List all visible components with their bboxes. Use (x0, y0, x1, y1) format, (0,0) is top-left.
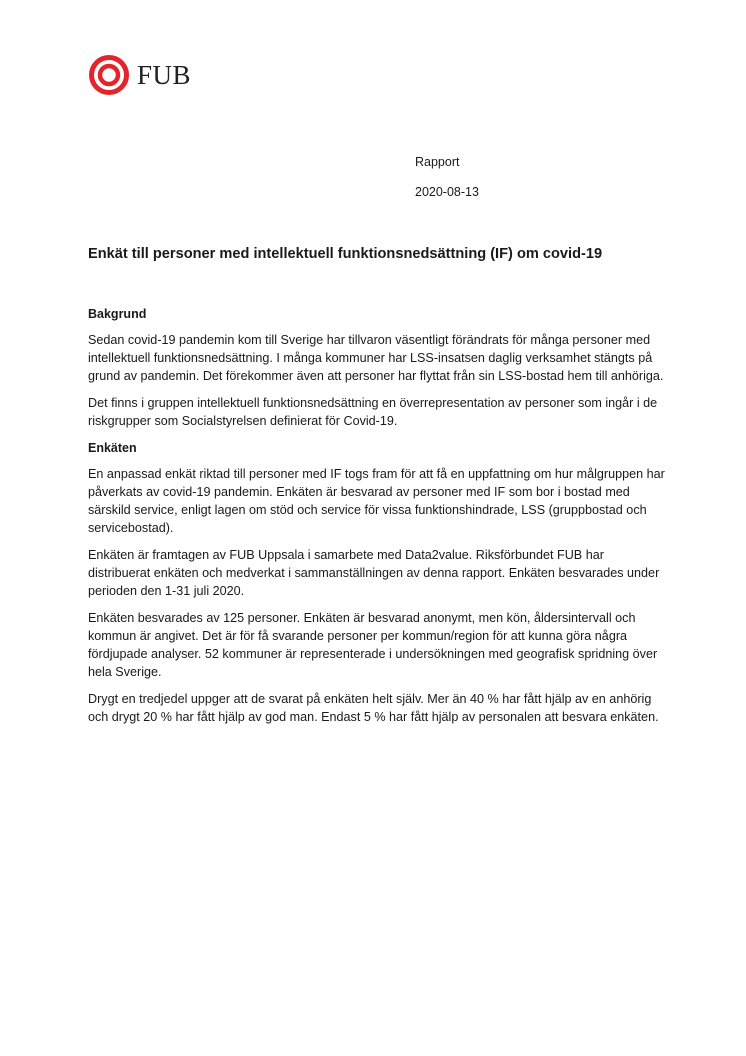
document-body (88, 305, 668, 735)
fub-ring-icon (88, 54, 130, 96)
document-title: Enkät till personer med intellektuell funktionsnedsättning (IF) om covid-19 (88, 246, 603, 262)
document-date: 2020-08-13 (415, 185, 479, 199)
background-paragraph: Det finns i gruppen intellektuell funktionsnedsättning en överrepresentation av personer som ingår i de riskgrupper som Socialstyrelsen definierat för Covid-19. (88, 396, 658, 428)
survey-paragraph: Enkäten besvarades av 125 personer. Enkäten är besvarad anonymt, men kön, åldersintervall och kommun är angivet. Det är för få svarande personer per kommun/region för att kunna göra några fördjupade analyser. 52 kommuner är representerade i undersökningen med geografisk spridning över hela Sverige. (88, 611, 658, 679)
document-type: Rapport (415, 155, 460, 169)
fub-logo (88, 53, 191, 97)
section-heading-survey: Enkäten (88, 441, 137, 455)
survey-paragraph: Drygt en tredjedel uppger att de svarat på enkäten helt själv. Mer än 40 % har fått hjälp av en anhörig och drygt 20 % har fått hjälp av god man. Endast 5 % har fått hjälp av personalen att besvara enkäten. (88, 692, 659, 724)
background-paragraph: Sedan covid-19 pandemin kom till Sverige har tillvaron väsentligt förändrats för många personer med intellektuell funktionsnedsättning. I många kommuner har LSS-insatsen daglig verksamhet stängts på grund av pandemin. Det förekommer även att personer har flyttat från sin LSS-bostad hem till anhöriga. (88, 333, 664, 383)
survey-paragraph: En anpassad enkät riktad till personer med IF togs fram för att få en uppfattning om hur målgruppen har påverkats av covid-19 pandemin. Enkäten är besvarad av personer med IF som bor i bostad med särskild service, enligt lagen om stöd och service för vissa funktionshindrade, LSS (gruppbostad och servicebostad). (88, 467, 665, 535)
section-heading-background: Bakgrund (88, 307, 147, 321)
brand-name: FUB (137, 59, 192, 90)
survey-paragraph: Enkäten är framtagen av FUB Uppsala i samarbete med Data2value. Riksförbundet FUB har distribuerat enkäten och medverkat i sammanställningen av denna rapport. Enkäten besvarades under perioden den 1-31 juli 2020. (88, 548, 660, 598)
